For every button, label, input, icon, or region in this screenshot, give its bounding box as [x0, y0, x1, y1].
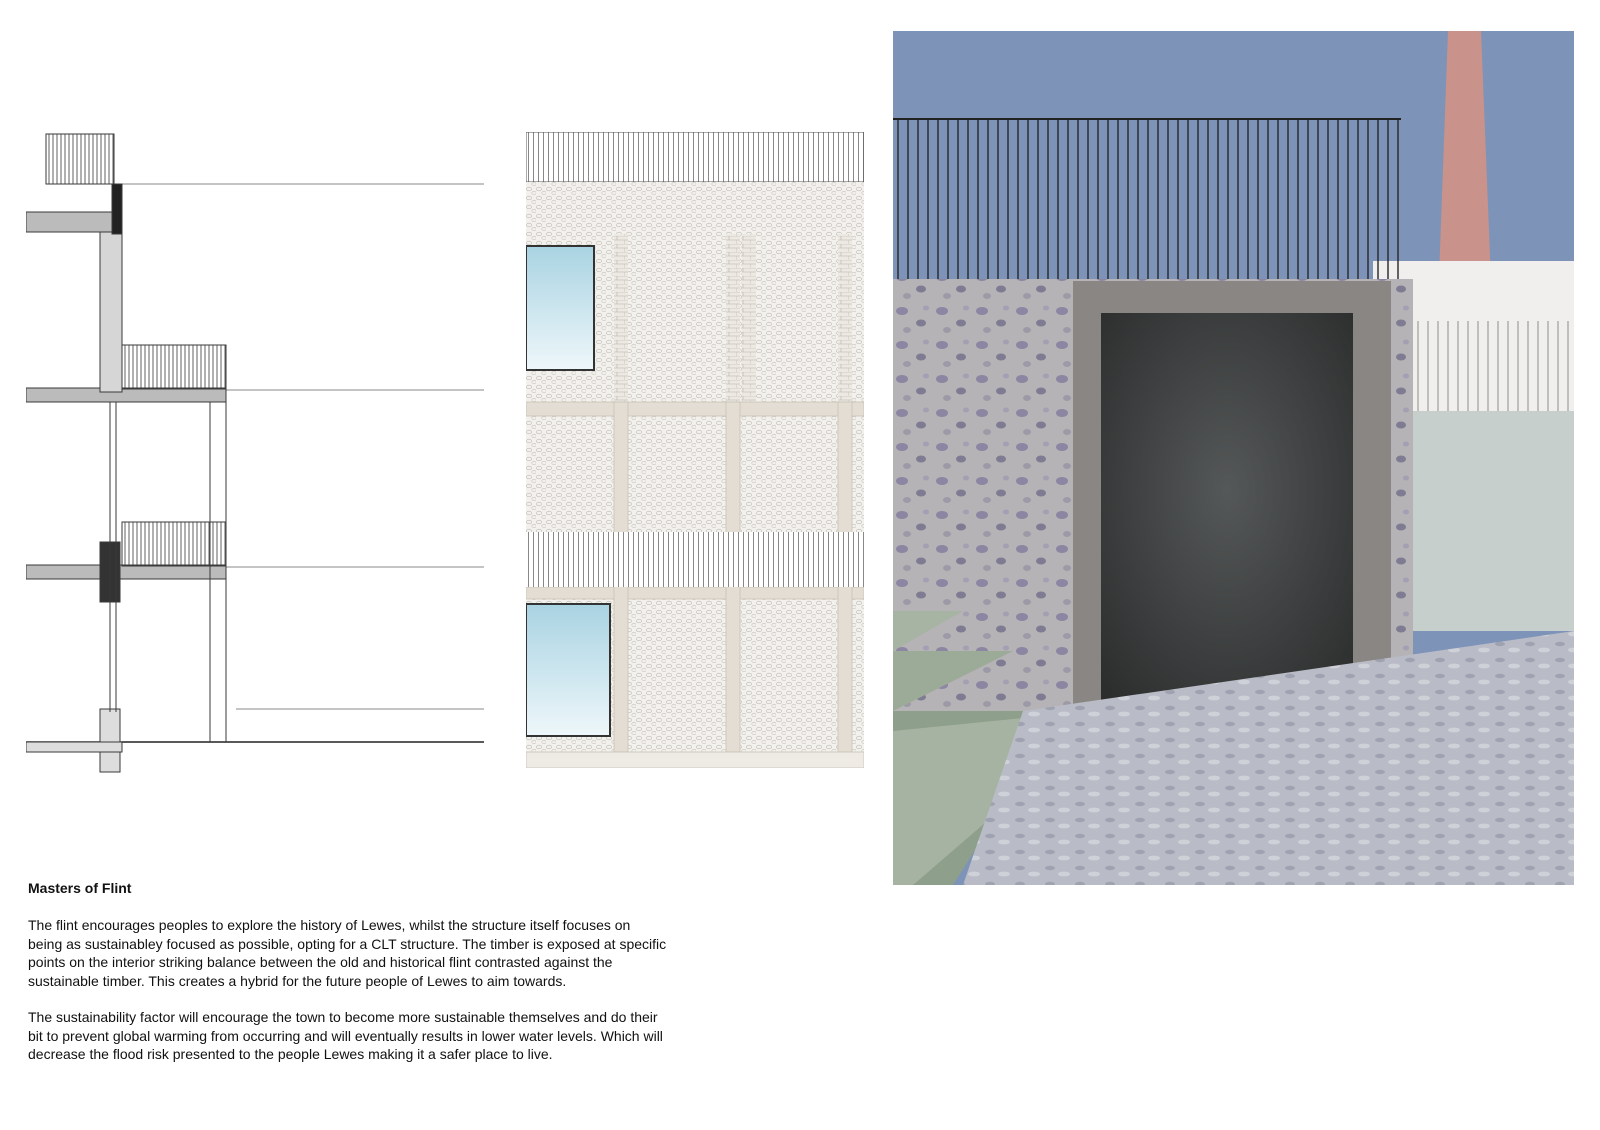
- entrance-perspective-render: [893, 31, 1574, 885]
- caption-paragraph-1: The flint encourages peoples to explore the history of Lewes, whilst the structure itself focuses on being as sustainabley focused as possible, opting for a CLT structure. The timber is exposed at specific points on the interior striking balance between the old and historical flint contrasted against the sustainable timber. This creates a hybrid for the future people of Lewes to aim towards.: [28, 917, 667, 989]
- caption: [28, 880, 668, 1082]
- caption-heading: Masters of Flint: [28, 880, 132, 896]
- caption-paragraph-2: The sustainability factor will encourage the town to become more sustainable themselves and do their bit to prevent global warming from occurring and will eventually results in lower water levels. Which will decrease the flood risk presented to the people Lewes making it a safer place to live.: [28, 1009, 663, 1062]
- flint-facade-elevation: [526, 132, 864, 768]
- wall-section-drawing: [26, 132, 486, 792]
